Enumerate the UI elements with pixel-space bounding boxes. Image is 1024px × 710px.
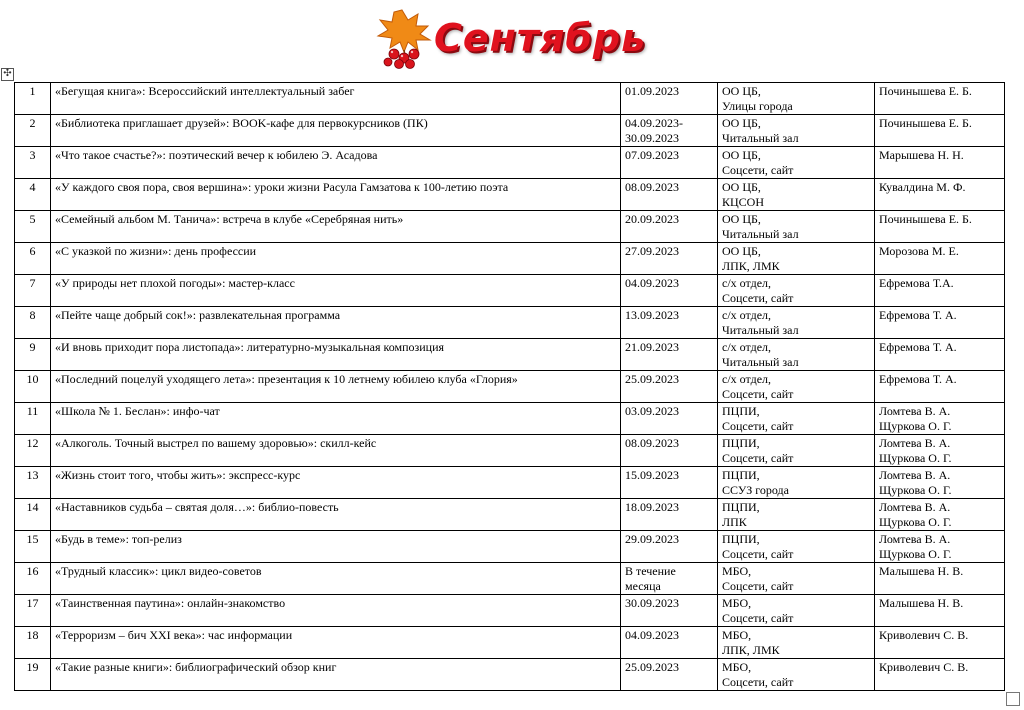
row-number: 12 bbox=[15, 435, 51, 467]
event-date-line: 30.09.2023 bbox=[625, 596, 679, 610]
row-number: 18 bbox=[15, 627, 51, 659]
event-place-line: ПЦПИ, bbox=[722, 436, 760, 450]
event-title: «Жизнь стоит того, чтобы жить»: экспресс-курс bbox=[51, 467, 621, 499]
page-header bbox=[372, 6, 672, 70]
event-place-line: с/х отдел, bbox=[722, 276, 772, 290]
event-place-line: ПЦПИ, bbox=[722, 468, 760, 482]
row-number: 11 bbox=[15, 403, 51, 435]
table-row bbox=[15, 563, 1005, 595]
event-date-line: 25.09.2023 bbox=[625, 372, 679, 386]
row-number: 16 bbox=[15, 563, 51, 595]
event-place-line: КЦСОН bbox=[722, 195, 765, 209]
event-place-line: Улицы города bbox=[722, 99, 793, 113]
event-place bbox=[718, 179, 875, 211]
row-number: 9 bbox=[15, 339, 51, 371]
event-date-line: 29.09.2023 bbox=[625, 532, 679, 546]
event-responsible-line: Ефремова Т. А. bbox=[879, 372, 957, 386]
event-place-line: МБО, bbox=[722, 628, 752, 642]
event-responsible-line: Ломтева В. А. bbox=[879, 532, 951, 546]
row-number: 2 bbox=[15, 115, 51, 147]
event-place bbox=[718, 371, 875, 403]
event-responsible-line: Ефремова Т.А. bbox=[879, 276, 954, 290]
table-move-handle-icon[interactable]: ✣ bbox=[1, 68, 14, 81]
row-number: 17 bbox=[15, 595, 51, 627]
event-place-line: МБО, bbox=[722, 564, 752, 578]
event-place bbox=[718, 115, 875, 147]
row-number: 19 bbox=[15, 659, 51, 691]
event-date-line: месяца bbox=[625, 579, 661, 593]
event-place bbox=[718, 403, 875, 435]
row-number: 6 bbox=[15, 243, 51, 275]
event-responsible-line: Ломтева В. А. bbox=[879, 468, 951, 482]
event-responsible-line: Ефремова Т. А. bbox=[879, 308, 957, 322]
event-title: «Наставников судьба – святая доля…»: библио-повесть bbox=[51, 499, 621, 531]
event-place-line: Читальный зал bbox=[722, 355, 799, 369]
event-place-line: Соцсети, сайт bbox=[722, 579, 794, 593]
event-place bbox=[718, 467, 875, 499]
table-row bbox=[15, 307, 1005, 339]
event-date-line: 18.09.2023 bbox=[625, 500, 679, 514]
event-responsible bbox=[875, 243, 1005, 275]
event-responsible-line: Починышева Е. Б. bbox=[879, 116, 972, 130]
event-date-line: 01.09.2023 bbox=[625, 84, 679, 98]
autumn-leaf-rowan-icon bbox=[372, 6, 436, 70]
event-place bbox=[718, 147, 875, 179]
event-place bbox=[718, 275, 875, 307]
event-place-line: ЛПК, ЛМК bbox=[722, 259, 780, 273]
event-responsible-line: Марышева Н. Н. bbox=[879, 148, 964, 162]
event-place-line: ПЦПИ, bbox=[722, 532, 760, 546]
event-title: «Семейный альбом М. Танича»: встреча в клубе «Серебряная нить» bbox=[51, 211, 621, 243]
row-number: 13 bbox=[15, 467, 51, 499]
event-responsible bbox=[875, 371, 1005, 403]
event-date-line: 04.09.2023 bbox=[625, 628, 679, 642]
event-title: «Таинственная паутина»: онлайн-знакомство bbox=[51, 595, 621, 627]
event-date bbox=[621, 147, 718, 179]
event-place-line: Соцсети, сайт bbox=[722, 291, 794, 305]
event-place-line: Читальный зал bbox=[722, 323, 799, 337]
event-responsible-line: Ломтева В. А. bbox=[879, 436, 951, 450]
table-row bbox=[15, 243, 1005, 275]
table-row bbox=[15, 467, 1005, 499]
event-date-line: 25.09.2023 bbox=[625, 660, 679, 674]
event-place-line: Соцсети, сайт bbox=[722, 419, 794, 433]
event-responsible-line: Малышева Н. В. bbox=[879, 596, 964, 610]
event-responsible bbox=[875, 211, 1005, 243]
event-title: «Алкоголь. Точный выстрел по вашему здоровью»: скилл-кейс bbox=[51, 435, 621, 467]
events-table-body bbox=[15, 83, 1005, 691]
event-date bbox=[621, 179, 718, 211]
row-number: 4 bbox=[15, 179, 51, 211]
event-title: «Библиотека приглашает друзей»: BOOK-кафе для первокурсников (ПК) bbox=[51, 115, 621, 147]
event-responsible-line: Криволевич С. В. bbox=[879, 628, 969, 642]
event-place bbox=[718, 659, 875, 691]
event-date-line: 03.09.2023 bbox=[625, 404, 679, 418]
event-place-line: с/х отдел, bbox=[722, 308, 772, 322]
table-resize-handle[interactable] bbox=[1006, 692, 1020, 706]
event-title: «Школа № 1. Беслан»: инфо-чат bbox=[51, 403, 621, 435]
event-place bbox=[718, 211, 875, 243]
event-date bbox=[621, 627, 718, 659]
event-place-line: Соцсети, сайт bbox=[722, 451, 794, 465]
event-place-line: Соцсети, сайт bbox=[722, 611, 794, 625]
event-date-line: В течение bbox=[625, 564, 676, 578]
event-responsible-line: Щуркова О. Г. bbox=[879, 547, 952, 561]
event-title: «Будь в теме»: топ-релиз bbox=[51, 531, 621, 563]
table-row bbox=[15, 371, 1005, 403]
event-place bbox=[718, 595, 875, 627]
event-responsible-line: Починышева Е. Б. bbox=[879, 212, 972, 226]
row-number: 8 bbox=[15, 307, 51, 339]
event-place bbox=[718, 563, 875, 595]
event-date-line: 21.09.2023 bbox=[625, 340, 679, 354]
event-place bbox=[718, 531, 875, 563]
event-place-line: ОО ЦБ, bbox=[722, 244, 761, 258]
event-responsible-line: Щуркова О. Г. bbox=[879, 483, 952, 497]
row-number: 3 bbox=[15, 147, 51, 179]
event-responsible-line: Ломтева В. А. bbox=[879, 500, 951, 514]
event-date bbox=[621, 115, 718, 147]
table-row bbox=[15, 595, 1005, 627]
event-date bbox=[621, 531, 718, 563]
event-place-line: МБО, bbox=[722, 660, 752, 674]
event-place-line: с/х отдел, bbox=[722, 340, 772, 354]
event-date bbox=[621, 275, 718, 307]
row-number: 14 bbox=[15, 499, 51, 531]
event-place-line: ОО ЦБ, bbox=[722, 148, 761, 162]
event-place bbox=[718, 435, 875, 467]
event-place bbox=[718, 307, 875, 339]
event-responsible bbox=[875, 307, 1005, 339]
event-place-line: Соцсети, сайт bbox=[722, 163, 794, 177]
event-title: «Что такое счастье?»: поэтический вечер к юбилею Э. Асадова bbox=[51, 147, 621, 179]
event-responsible-line: Малышева Н. В. bbox=[879, 564, 964, 578]
event-date bbox=[621, 467, 718, 499]
table-row bbox=[15, 435, 1005, 467]
event-date bbox=[621, 243, 718, 275]
event-title: «Пейте чаще добрый сок!»: развлекательная программа bbox=[51, 307, 621, 339]
event-date-line: 15.09.2023 bbox=[625, 468, 679, 482]
event-responsible bbox=[875, 563, 1005, 595]
row-number: 1 bbox=[15, 83, 51, 115]
event-responsible bbox=[875, 499, 1005, 531]
event-responsible bbox=[875, 435, 1005, 467]
event-title: «И вновь приходит пора листопада»: литературно-музыкальная композиция bbox=[51, 339, 621, 371]
event-responsible bbox=[875, 627, 1005, 659]
events-table bbox=[14, 82, 1005, 691]
event-place-line: ОО ЦБ, bbox=[722, 180, 761, 194]
event-responsible-line: Ефремова Т. А. bbox=[879, 340, 957, 354]
event-responsible-line: Криволевич С. В. bbox=[879, 660, 969, 674]
event-responsible bbox=[875, 179, 1005, 211]
event-title: «Терроризм – бич XXI века»: час информации bbox=[51, 627, 621, 659]
event-place-line: с/х отдел, bbox=[722, 372, 772, 386]
event-responsible bbox=[875, 275, 1005, 307]
event-date-line: 30.09.2023 bbox=[625, 131, 679, 145]
event-place-line: ССУЗ города bbox=[722, 483, 789, 497]
event-responsible bbox=[875, 403, 1005, 435]
event-place bbox=[718, 243, 875, 275]
month-title: Сентябрь bbox=[434, 16, 647, 60]
event-title: «У природы нет плохой погоды»: мастер-класс bbox=[51, 275, 621, 307]
event-date-line: 08.09.2023 bbox=[625, 180, 679, 194]
event-title: «Последний поцелуй уходящего лета»: презентация к 10 летнему юбилею клуба «Глория» bbox=[51, 371, 621, 403]
event-place-line: Соцсети, сайт bbox=[722, 387, 794, 401]
event-place-line: ОО ЦБ, bbox=[722, 212, 761, 226]
event-responsible-line: Щуркова О. Г. bbox=[879, 419, 952, 433]
row-number: 15 bbox=[15, 531, 51, 563]
event-responsible bbox=[875, 339, 1005, 371]
table-row bbox=[15, 275, 1005, 307]
event-place-line: ЛПК bbox=[722, 515, 747, 529]
event-place-line: ЛПК, ЛМК bbox=[722, 643, 780, 657]
table-row bbox=[15, 179, 1005, 211]
event-date bbox=[621, 307, 718, 339]
event-title: «Бегущая книга»: Всероссийский интеллектуальный забег bbox=[51, 83, 621, 115]
event-responsible bbox=[875, 115, 1005, 147]
event-date bbox=[621, 403, 718, 435]
event-date bbox=[621, 83, 718, 115]
event-date bbox=[621, 211, 718, 243]
event-responsible bbox=[875, 467, 1005, 499]
event-place-line: Соцсети, сайт bbox=[722, 547, 794, 561]
table-row bbox=[15, 339, 1005, 371]
event-responsible-line: Щуркова О. Г. bbox=[879, 515, 952, 529]
event-place-line: Соцсети, сайт bbox=[722, 675, 794, 689]
event-date bbox=[621, 499, 718, 531]
event-responsible-line: Кувалдина М. Ф. bbox=[879, 180, 966, 194]
event-date-line: 27.09.2023 bbox=[625, 244, 679, 258]
event-date bbox=[621, 563, 718, 595]
event-responsible bbox=[875, 531, 1005, 563]
row-number: 10 bbox=[15, 371, 51, 403]
event-title: «Трудный классик»: цикл видео-советов bbox=[51, 563, 621, 595]
event-date-line: 08.09.2023 bbox=[625, 436, 679, 450]
event-place-line: ПЦПИ, bbox=[722, 500, 760, 514]
table-row bbox=[15, 499, 1005, 531]
event-responsible-line: Морозова М. Е. bbox=[879, 244, 959, 258]
event-title: «У каждого своя пора, своя вершина»: уроки жизни Расула Гамзатова к 100-летию поэта bbox=[51, 179, 621, 211]
event-responsible bbox=[875, 83, 1005, 115]
event-responsible bbox=[875, 659, 1005, 691]
table-row bbox=[15, 531, 1005, 563]
event-date-line: 04.09.2023- bbox=[625, 116, 683, 130]
event-title: «Такие разные книги»: библиографический обзор книг bbox=[51, 659, 621, 691]
event-date bbox=[621, 371, 718, 403]
row-number: 7 bbox=[15, 275, 51, 307]
event-place-line: ОО ЦБ, bbox=[722, 84, 761, 98]
event-responsible bbox=[875, 595, 1005, 627]
event-date-line: 13.09.2023 bbox=[625, 308, 679, 322]
table-row bbox=[15, 83, 1005, 115]
event-date-line: 07.09.2023 bbox=[625, 148, 679, 162]
event-date bbox=[621, 435, 718, 467]
event-date bbox=[621, 659, 718, 691]
event-responsible-line: Щуркова О. Г. bbox=[879, 451, 952, 465]
event-place bbox=[718, 499, 875, 531]
event-place-line: ПЦПИ, bbox=[722, 404, 760, 418]
table-row bbox=[15, 627, 1005, 659]
event-responsible-line: Починышева Е. Б. bbox=[879, 84, 972, 98]
table-row bbox=[15, 403, 1005, 435]
event-responsible-line: Ломтева В. А. bbox=[879, 404, 951, 418]
table-row bbox=[15, 211, 1005, 243]
event-title: «С указкой по жизни»: день профессии bbox=[51, 243, 621, 275]
event-place-line: Читальный зал bbox=[722, 227, 799, 241]
event-place bbox=[718, 339, 875, 371]
event-place-line: ОО ЦБ, bbox=[722, 116, 761, 130]
event-place bbox=[718, 83, 875, 115]
table-row bbox=[15, 659, 1005, 691]
event-responsible bbox=[875, 147, 1005, 179]
event-date-line: 20.09.2023 bbox=[625, 212, 679, 226]
table-row bbox=[15, 115, 1005, 147]
event-place-line: МБО, bbox=[722, 596, 752, 610]
table-row bbox=[15, 147, 1005, 179]
row-number: 5 bbox=[15, 211, 51, 243]
event-place bbox=[718, 627, 875, 659]
event-date bbox=[621, 339, 718, 371]
event-date bbox=[621, 595, 718, 627]
event-date-line: 04.09.2023 bbox=[625, 276, 679, 290]
event-place-line: Читальный зал bbox=[722, 131, 799, 145]
